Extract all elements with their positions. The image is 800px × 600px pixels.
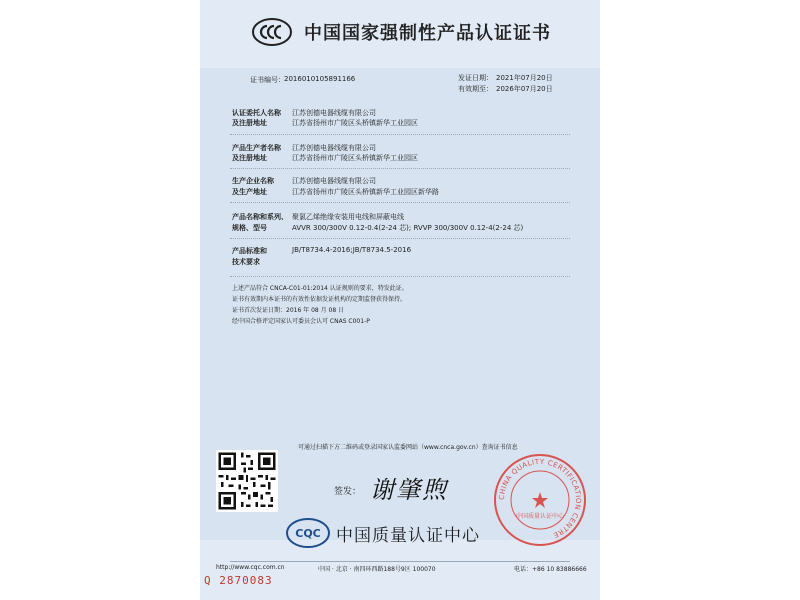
certificate-page — [200, 0, 600, 600]
manufacturer-label: 产品生产者名称 — [232, 144, 281, 152]
product-label: 产品名称和系列、 — [232, 213, 288, 221]
factory-name: 江苏创德电器线缆有限公司 — [292, 177, 376, 185]
standards-value: JB/T8734.4-2016;JB/T8734.5-2016 — [292, 246, 412, 254]
row-divider — [230, 238, 570, 239]
product-models: AVVR 300/300V 0.12-0.4(2-24 芯); RVVP 300/300V 0.12-4(2-24 芯) — [292, 224, 524, 232]
row-divider — [230, 276, 570, 277]
issue-date: 2021年07月20日 — [496, 74, 553, 82]
applicant-address: 江苏省扬州市广陵区头桥镇新华工业园区 — [292, 119, 418, 127]
qr-code[interactable] — [216, 450, 278, 512]
seal-inner-text: 中国质量认证中心 — [515, 513, 565, 520]
row-divider — [230, 202, 570, 203]
issuer-name: 中国质量认证中心 — [336, 526, 480, 546]
footer-divider — [230, 561, 570, 562]
manufacturer-name: 江苏创德电器线缆有限公司 — [292, 144, 376, 152]
issue-date-label: 发证日期： — [458, 74, 493, 82]
applicant-label-2: 及注册地址 — [232, 119, 267, 127]
applicant-name: 江苏创德电器线缆有限公司 — [292, 109, 376, 117]
serial-number: Q 2870083 — [204, 574, 273, 587]
note-line: 证书首次发证日期：2016 年 08 月 08 日 — [232, 307, 345, 314]
footer-website[interactable]: http://www.cqc.com.cn — [216, 564, 285, 571]
factory-label: 生产企业名称 — [232, 177, 274, 185]
standards-label: 产品标准和 — [232, 247, 267, 255]
footer-phone: 电话：+86 10 83886666 — [514, 566, 587, 573]
manufacturer-label-2: 及注册地址 — [232, 154, 267, 162]
note-line: 上述产品符合 CNCA-C01-01:2014 认证规则的要求，特发此证。 — [232, 285, 408, 292]
standards-label-2: 技术要求 — [232, 258, 260, 266]
signature-label: 签发： — [334, 487, 362, 497]
seal-outer-text: CHINA QUALITY CERTIFICATION CENTRE — [497, 457, 583, 540]
manufacturer-address: 江苏省扬州市广陵区头桥镇新华工业园区 — [292, 154, 418, 162]
row-divider — [230, 168, 570, 169]
note-line: 证书有效期内本证书的有效性依据发证机构的定期监督获得保持。 — [232, 296, 407, 303]
expiry-date-label: 有效期至： — [458, 85, 493, 93]
row-divider — [230, 134, 570, 135]
certificate-title: 中国国家强制性产品认证证书 — [304, 23, 551, 44]
certificate-number-label: 证书编号： — [250, 76, 285, 84]
footer-address: 中国 · 北京 · 南四环西路188号9区 100070 — [318, 566, 436, 573]
verify-instruction: 可通过扫描下方二维码或登录国家认监委网站（www.cnca.gov.cn）查询证书信息 — [298, 444, 518, 451]
note-line: 经中国合格评定国家认可委员会认可 CNAS C001-P — [232, 318, 370, 325]
applicant-label: 认证委托人名称 — [232, 109, 281, 117]
expiry-date: 2026年07月20日 — [496, 85, 553, 93]
cqc-logo-icon — [286, 518, 330, 548]
ccc-mark-icon — [252, 18, 292, 46]
product-name: 聚氯乙烯绝缘安装用电线和屏蔽电线 — [292, 213, 404, 221]
factory-address: 江苏省扬州市广陵区头桥镇新华工业园区新华路 — [292, 188, 439, 196]
product-label-2: 规格、型号 — [232, 224, 267, 232]
factory-label-2: 及生产地址 — [232, 188, 267, 196]
signature: 谢肇煦 — [370, 476, 448, 504]
certificate-number: 2016010105891166 — [284, 75, 356, 83]
official-seal — [492, 452, 588, 548]
cqc-logo-text: CQC — [295, 527, 321, 540]
